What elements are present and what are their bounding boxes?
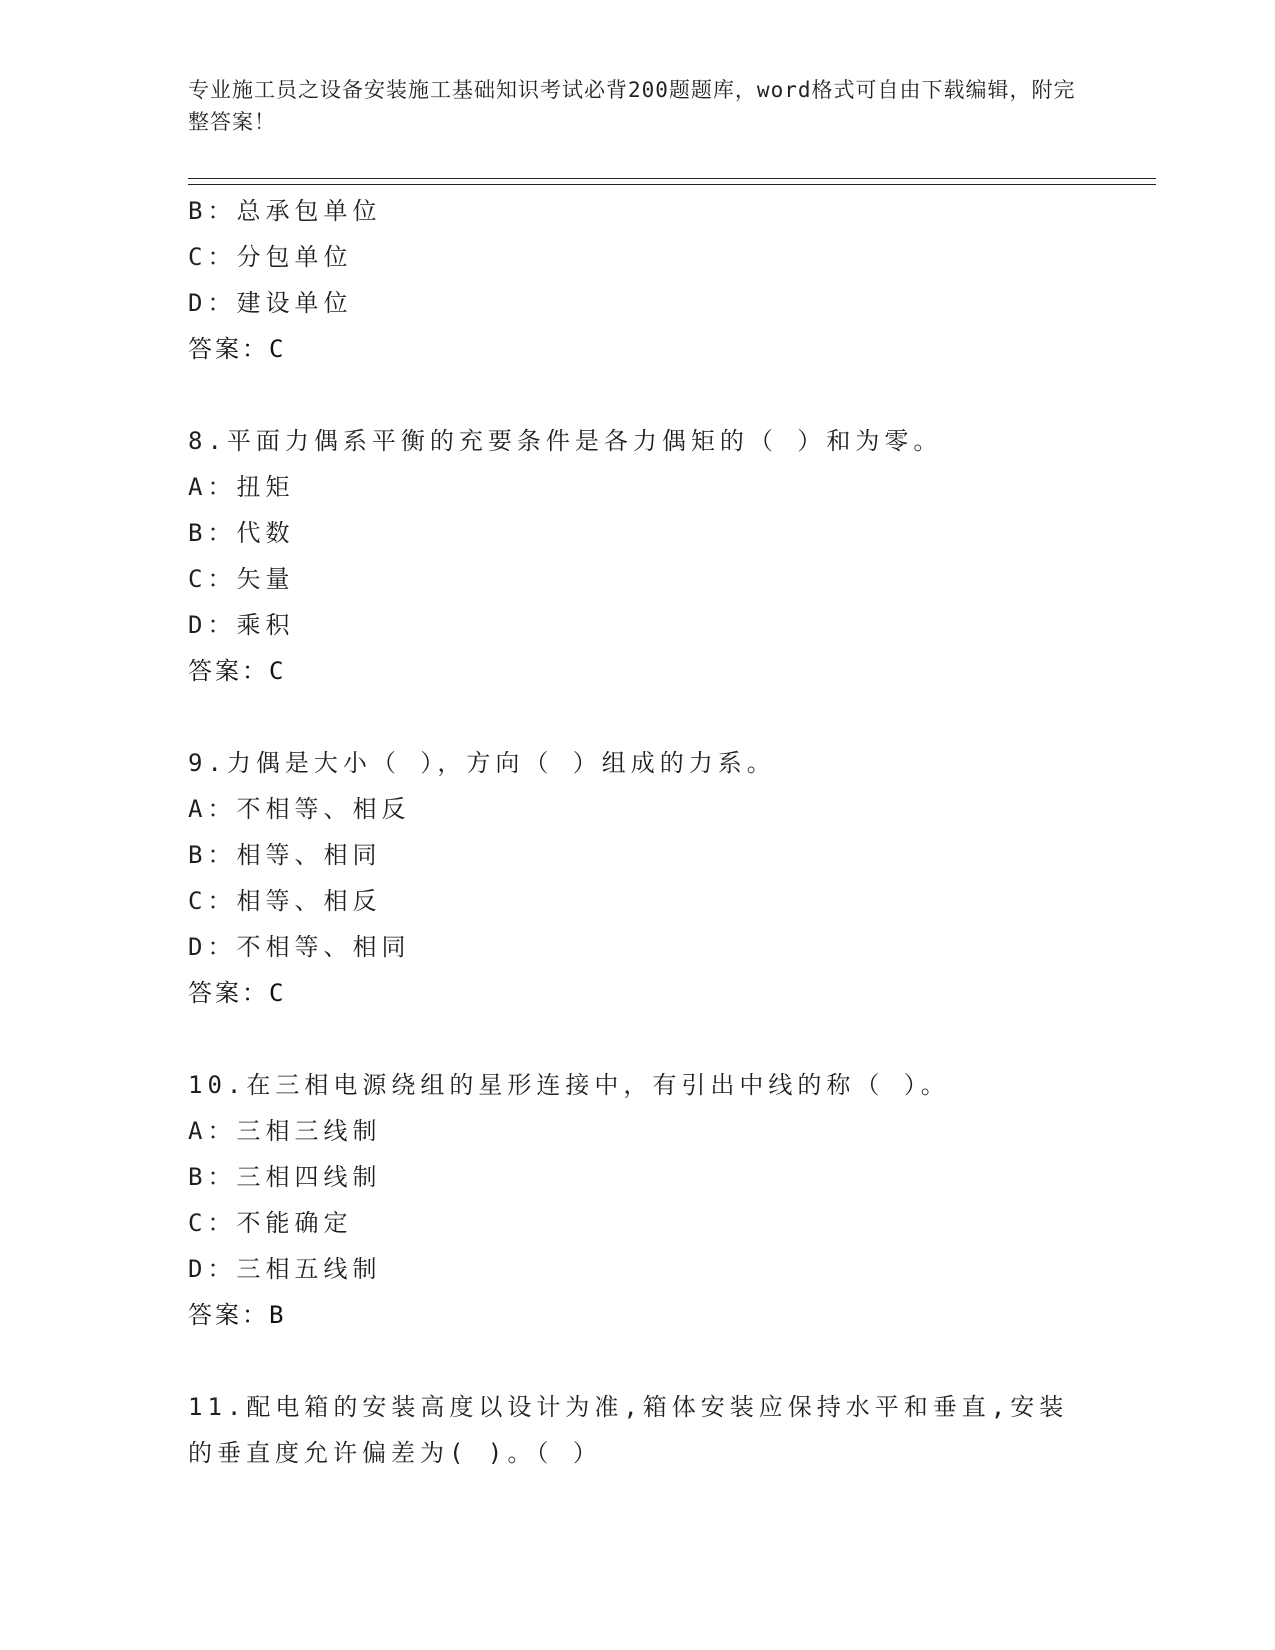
option-b: B：三相四线制 xyxy=(188,1163,382,1191)
option-c: C：不能确定 xyxy=(188,1209,353,1237)
question-stem: 9.力偶是大小（ ），方向（ ）组成的力系。 xyxy=(188,749,776,777)
question-block-partial xyxy=(188,188,1128,372)
answer-line: 答案：C xyxy=(188,657,287,685)
option-b: B：代数 xyxy=(188,519,295,547)
spacer xyxy=(188,694,1128,740)
header-divider xyxy=(188,178,1156,185)
option-c: C：相等、相反 xyxy=(188,887,382,915)
option-d: D：不相等、相同 xyxy=(188,933,411,961)
option-d: D：乘积 xyxy=(188,611,295,639)
option-a: A：三相三线制 xyxy=(188,1117,382,1145)
page-header-title: 专业施工员之设备安装施工基础知识考试必背200题题库，word格式可自由下载编辑，附完整答案！ xyxy=(188,78,1076,134)
option-c: C：分包单位 xyxy=(188,243,353,271)
question-list xyxy=(188,188,1128,1476)
option-b: B：相等、相同 xyxy=(188,841,382,869)
spacer xyxy=(188,1016,1128,1062)
question-block-8 xyxy=(188,418,1128,694)
question-block-10 xyxy=(188,1062,1128,1338)
option-c: C：矢量 xyxy=(188,565,295,593)
option-a: A：不相等、相反 xyxy=(188,795,411,823)
answer-line: 答案：B xyxy=(188,1301,287,1329)
spacer xyxy=(188,372,1128,418)
option-d: D：三相五线制 xyxy=(188,1255,382,1283)
answer-line: 答案：C xyxy=(188,335,287,363)
question-block-11 xyxy=(188,1384,1128,1476)
option-a: A：扭矩 xyxy=(188,473,295,501)
question-block-9 xyxy=(188,740,1128,1016)
question-stem: 11.配电箱的安装高度以设计为准,箱体安装应保持水平和垂直,安装的垂直度允许偏差为( )。（ ） xyxy=(188,1393,1069,1467)
question-stem: 10.在三相电源绕组的星形连接中，有引出中线的称（ ）。 xyxy=(188,1071,950,1099)
option-d: D：建设单位 xyxy=(188,289,353,317)
spacer xyxy=(188,1338,1128,1384)
option-b: B：总承包单位 xyxy=(188,197,382,225)
question-stem: 8.平面力偶系平衡的充要条件是各力偶矩的（ ）和为零。 xyxy=(188,427,943,455)
answer-line: 答案：C xyxy=(188,979,287,1007)
